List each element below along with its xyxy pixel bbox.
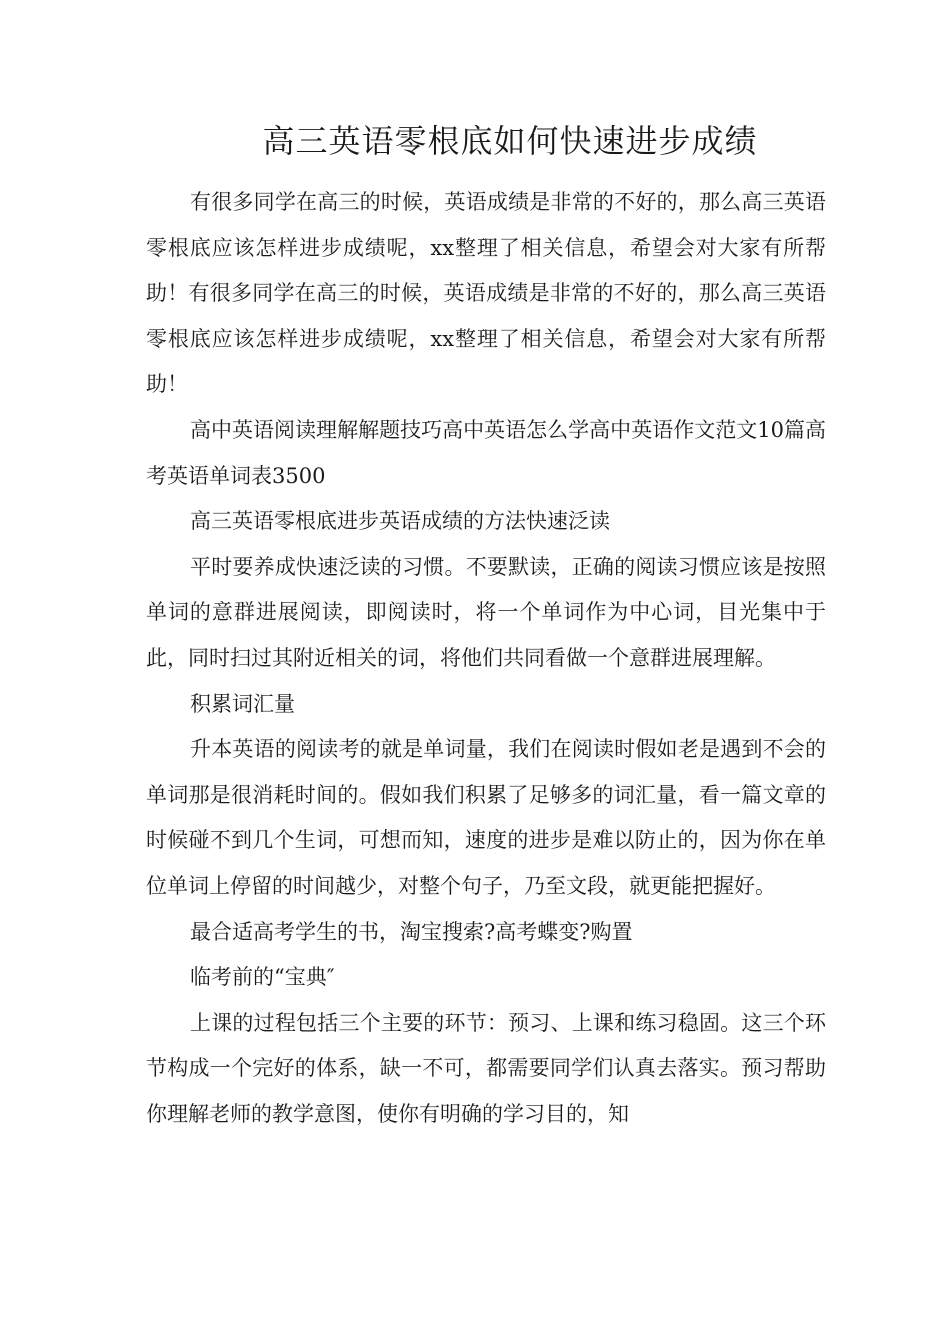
paragraph-related-links: 高中英语阅读理解解题技巧高中英语怎么学高中英语作文范文10篇高考英语单词表3500 bbox=[146, 417, 826, 488]
paragraph-intro: 有很多同学在高三的时候，英语成绩是非常的不好的，那么高三英语零根底应该怎样进步成绩呢，xx整理了相关信息，希望会对大家有所帮助！有很多同学在高三的时候，英语成绩是非常的不好的，那么高三英语零根底应该怎样进步成绩呢，xx整理了相关信息，希望会对大家有所帮助！ bbox=[146, 190, 826, 397]
paragraph-class-process: 上课的过程包括三个主要的环节：预习、上课和练习稳固。这三个环节构成一个完好的体系，缺一不可，都需要同学们认真去落实。预习帮助你理解老师的教学意图，使你有明确的学习目的，知 bbox=[146, 1010, 826, 1126]
paragraph-skimming: 平时要养成快速泛读的习惯。不要默读，正确的阅读习惯应该是按照单词的意群进展阅读，即阅读时，将一个单词作为中心词，目光集中于此，同时扫过其附近相关的词，将他们共同看做一个意群进展理解。 bbox=[146, 554, 826, 670]
paragraph-vocab-heading: 积累词汇量 bbox=[190, 691, 295, 716]
paragraph-exam-heading: 临考前的“宝典″ bbox=[190, 965, 335, 990]
document-body bbox=[146, 180, 826, 1137]
paragraph-method-heading: 高三英语零根底进步英语成绩的方法快速泛读 bbox=[190, 509, 610, 534]
paragraph-vocab: 升本英语的阅读考的就是单词量，我们在阅读时假如老是遇到不会的单词那是很消耗时间的。假如我们积累了足够多的词汇量，看一篇文章的时候碰不到几个生词，可想而知，速度的进步是难以防止的，因为你在单位单词上停留的时间越少，对整个句子，乃至文段，就更能把握好。 bbox=[146, 737, 826, 898]
document-title: 高三英语零根底如何快速进步成绩 bbox=[262, 122, 758, 160]
paragraph-book-ad: 最合适高考学生的书，淘宝搜索?高考蝶变?购置 bbox=[190, 919, 633, 944]
